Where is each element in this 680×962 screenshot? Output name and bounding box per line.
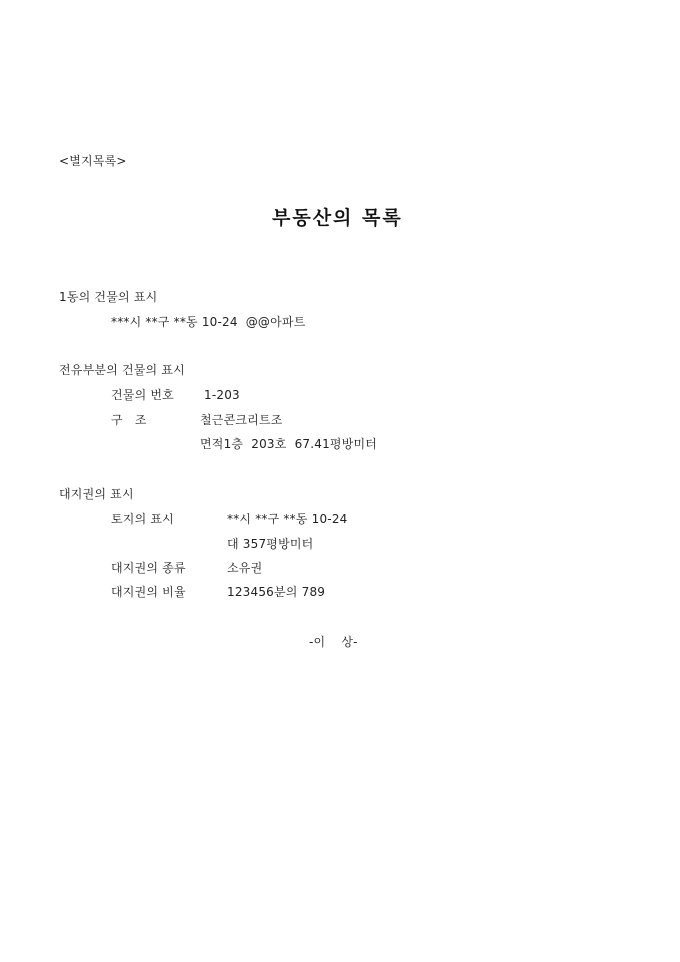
area-value: 면적1층 203호 67.41평방미터 [200,437,378,451]
land-right-ratio-value: 123456분의 789 [227,585,326,599]
land-right-heading: 대지권의 표시 [59,487,134,501]
structure-value: 철근콘크리트조 [200,413,283,427]
land-area: 대 357평방미터 [227,537,314,551]
land-right-type-value: 소유권 [227,561,263,575]
land-label: 토지의 표시 [111,512,174,526]
land-right-ratio-label: 대지권의 비율 [111,585,186,599]
building-heading: 1동의 건물의 표시 [59,290,158,304]
building-address: ***시 **구 **동 10-24 @@아파트 [111,315,306,329]
building-number-label: 건물의 번호 [111,388,174,402]
end-mark: -이 상- [309,635,358,649]
attachment-label: <별지목록> [59,154,127,168]
document-title: 부동산의 목록 [272,207,403,229]
exclusive-heading: 전유부분의 건물의 표시 [59,363,185,377]
land-right-type-label: 대지권의 종류 [111,561,186,575]
land-address: **시 **구 **동 10-24 [227,512,348,526]
structure-label: 구 조 [111,413,147,427]
building-number-value: 1-203 [204,388,240,402]
